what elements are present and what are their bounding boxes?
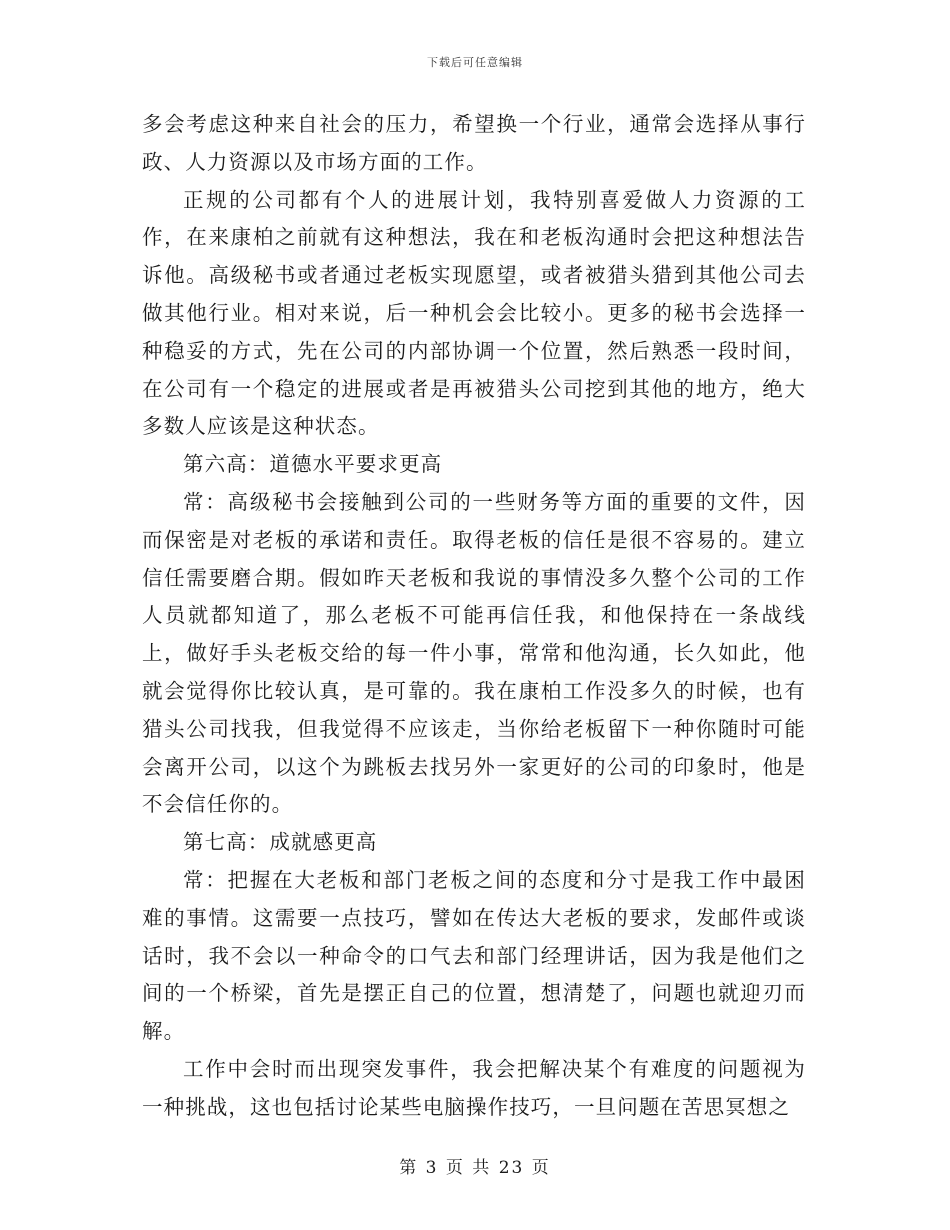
paragraph-challenges: 工作中会时而出现突发事件，我会把解决某个有难度的问题视为一种挑战，这也包括讨论某些电脑操作技巧，一旦问题在苦思冥想之: [142, 1056, 806, 1119]
paragraph-career-plan: 正规的公司都有个人的进展计划，我特别喜爱做人力资源的工作，在来康柏之前就有这种想法，我在和老板沟通时会把这种想法告诉他。高级秘书或者通过老板实现愿望，或者被猎头猎到其他公司去做其他行业。相对来说，后一种机会会比较小。更多的秘书会选择一种稳妥的方式，先在公司的内部协调一个位置，然后熟悉一段时间，在公司有一个稳定的进展或者是再被猎头公司挖到其他的地方，绝大多数人应该是这种状态。: [142, 187, 806, 439]
document-body: [142, 106, 806, 1127]
paragraph-continuation: 多会考虑这种来自社会的压力，希望换一个行业，通常会选择从事行政、人力资源以及市场方面的工作。: [142, 112, 806, 174]
page-footer: 第 3 页 共 23 页: [399, 1158, 551, 1178]
paragraph-confidentiality: 常：高级秘书会接触到公司的一些财务等方面的重要的文件，因而保密是对老板的承诺和责任。取得老板的信任是很不容易的。建立信任需要磨合期。假如昨天老板和我说的事情没多久整个公司的工作人员就都知道了，那么老板不可能再信任我，和他保持在一条战线上，做好手头老板交给的每一件小事，常常和他沟通，长久如此，他就会觉得你比较认真，是可靠的。我在康柏工作没多久的时候，也有猎头公司找我，但我觉得不应该走，当你给老板留下一种你随时可能会离开公司，以这个为跳板去找另外一家更好的公司的印象时，他是不会信任你的。: [142, 489, 806, 817]
section-heading-sixth: 第六高：道德水平要求更高: [183, 452, 443, 477]
page-header: 下载后可任意编辑: [427, 56, 523, 69]
paragraph-bridge-role: 常：把握在大老板和部门老板之间的态度和分寸是我工作中最困难的事情。这需要一点技巧，譬如在传达大老板的要求，发邮件或谈话时，我不会以一种命令的口气去和部门经理讲话，因为我是他们之间的一个桥梁，首先是摆正自己的位置，想清楚了，问题也就迎刃而解。: [142, 867, 806, 1044]
section-heading-seventh: 第七高：成就感更高: [183, 830, 378, 855]
